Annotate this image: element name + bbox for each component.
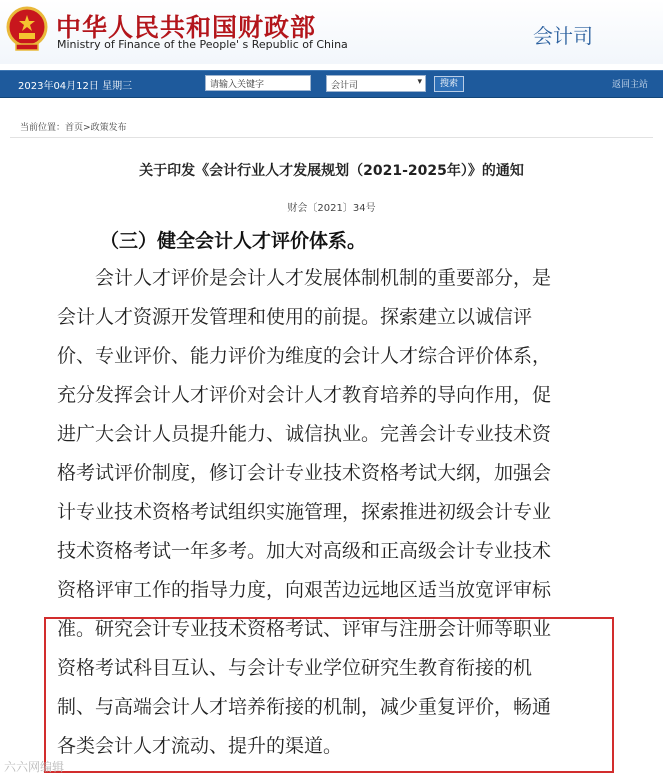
article-line: 制、与高端会计人才培养衔接的机制，减少重复评价，畅通: [57, 696, 552, 718]
breadcrumb-home-link[interactable]: 首页: [65, 123, 84, 133]
scope-select[interactable]: [326, 75, 426, 92]
current-date: 2023年04月12日 星期三: [18, 81, 133, 92]
search-input[interactable]: [205, 75, 311, 91]
article-line: 价、专业评价、能力评价为维度的会计人才综合评价体系，: [57, 345, 552, 367]
scope-select-value: 会计司: [331, 81, 359, 91]
search-button[interactable]: 搜索: [434, 76, 464, 92]
article-line: 会计人才评价是会计人才发展体制机制的重要部分，是: [57, 267, 552, 289]
home-link[interactable]: 返回主站: [612, 80, 649, 90]
article-line: 资格考试科目互认、与会计专业学位研究生教育衔接的机: [57, 657, 533, 679]
section-heading: （三）健全会计人才评价体系。: [100, 230, 367, 252]
chevron-down-icon: ▾: [417, 77, 422, 87]
site-subtitle: Ministry of Finance of the People' s Republic of China: [57, 38, 348, 51]
article-line: 充分发挥会计人才评价对会计人才教育培养的导向作用，促: [57, 384, 552, 406]
site-header: [0, 0, 663, 64]
national-emblem-icon: [6, 6, 48, 52]
breadcrumb-current-link[interactable]: 政策发布: [90, 123, 127, 133]
article-line: 格考试评价制度，修订会计专业技术资格考试大纲，加强会: [57, 462, 552, 484]
article-line: 各类会计人才流动、提升的渠道。: [57, 735, 343, 757]
breadcrumb-separator: >: [83, 123, 91, 133]
article-line: 准。研究会计专业技术资格考试、评审与注册会计师等职业: [57, 618, 552, 640]
breadcrumb-prefix: 当前位置：: [20, 123, 66, 133]
document-number: 财会〔2021〕34号: [287, 203, 376, 214]
nav-bar: [0, 70, 663, 98]
highlight-annotation-box: [44, 617, 614, 773]
article-line: 技术资格考试一年多考。加大对高级和正高级会计专业技术: [57, 540, 552, 562]
article-line: 进广大会计人员提升能力、诚信执业。完善会计专业技术资: [57, 423, 552, 445]
department-name[interactable]: 会计司: [533, 24, 593, 48]
article-line: 资格评审工作的指导力度，向艰苦边远地区适当放宽评审标: [57, 579, 552, 601]
watermark: 六六网编辑: [4, 760, 65, 774]
site-title: 中华人民共和国财政部: [56, 13, 317, 42]
article-line: 会计人才资源开发管理和使用的前提。探索建立以诚信评: [57, 306, 533, 328]
breadcrumb: [20, 120, 127, 133]
article-line: 计专业技术资格考试组织实施管理，探索推进初级会计专业: [57, 501, 552, 523]
page-title: 关于印发《会计行业人才发展规划（2021-2025年）》的通知: [139, 163, 524, 179]
divider: [10, 137, 653, 138]
